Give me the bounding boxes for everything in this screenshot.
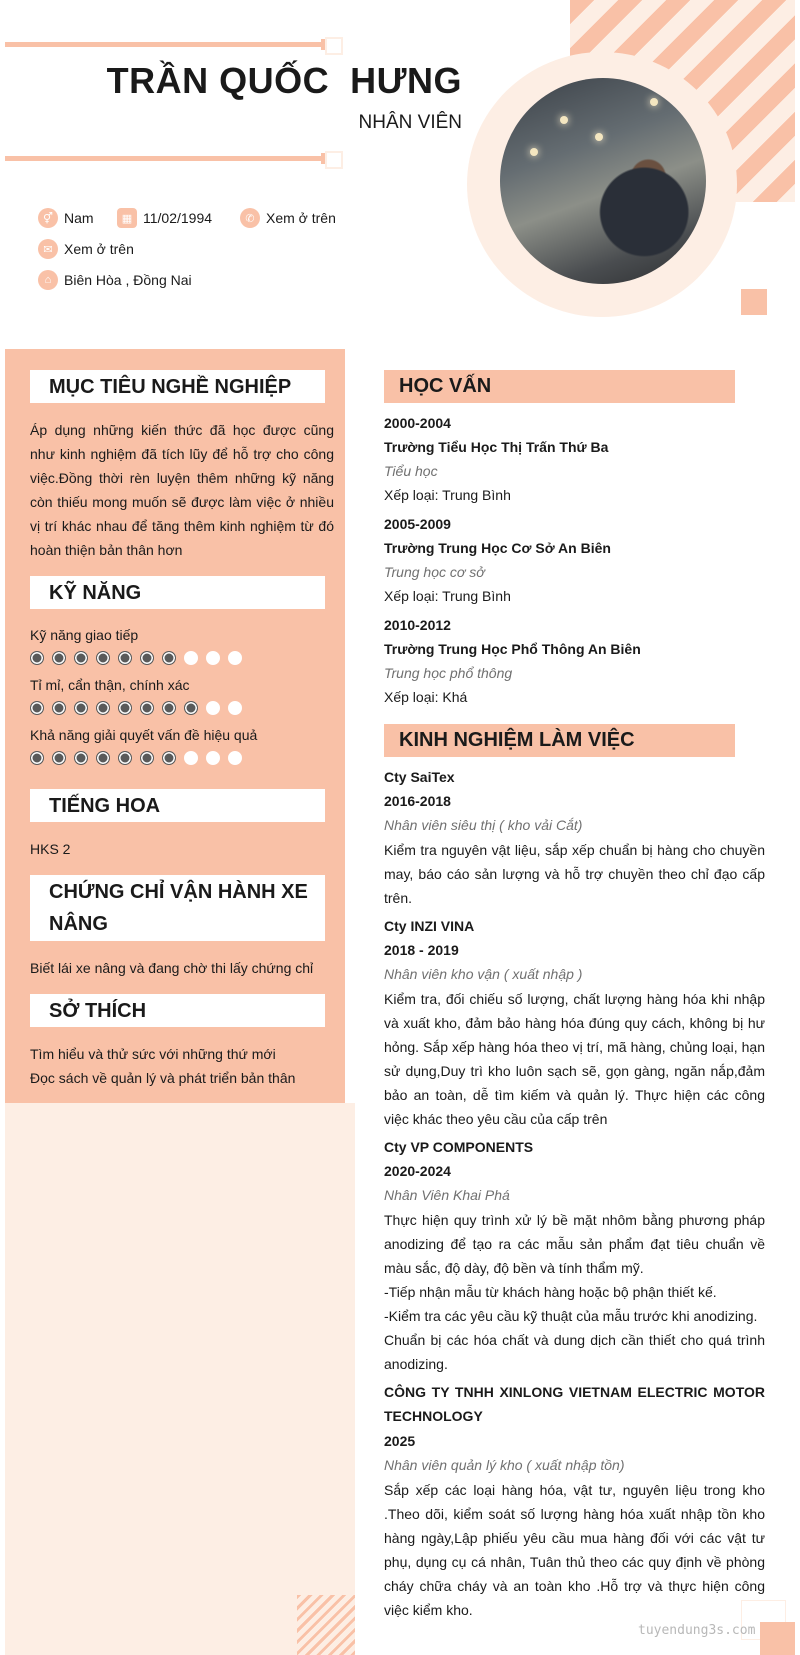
- address-text: Biên Hòa , Đồng Nai: [64, 272, 192, 288]
- experience-description: -Kiểm tra các yêu cầu kỹ thuật của mẫu trước khi anodizing.: [384, 1308, 758, 1324]
- skill-rating: [30, 701, 242, 715]
- contact-address: [38, 270, 192, 290]
- objective-heading: MỤC TIÊU NGHỀ NGHIỆP: [30, 370, 325, 403]
- rating-dot-filled: [118, 651, 132, 665]
- rating-dot-filled: [30, 651, 44, 665]
- birthday-text: 11/02/1994: [143, 210, 213, 226]
- watermark-square: [760, 1622, 795, 1655]
- hobbies-heading: SỞ THÍCH: [30, 994, 325, 1027]
- rating-dot-empty: [228, 701, 242, 715]
- experience-description: -Tiếp nhận mẫu từ khách hàng hoặc bộ phận thiết kế.: [384, 1284, 717, 1300]
- skill-rating: [30, 751, 242, 765]
- left-column-footer: [5, 1103, 355, 1655]
- watermark-text: tuyendung3s.com: [638, 1623, 756, 1638]
- rating-dot-empty: [206, 651, 220, 665]
- education-level: Trung học phổ thông: [384, 665, 513, 681]
- gender-text: Nam: [64, 210, 94, 226]
- rating-dot-filled: [52, 701, 66, 715]
- header-rule-top: [5, 42, 325, 47]
- rating-dot-filled: [184, 701, 198, 715]
- rating-dot-filled: [140, 701, 154, 715]
- experience-description: Thực hiện quy trình xử lý bề mặt nhôm bằng phương pháp anodizing để tạo ra các mẫu sản phẩm đạt tiêu chuẩn về màu sắc, độ dày, độ bền và tính thẩm mỹ.: [384, 1212, 765, 1276]
- language-heading: TIẾNG HOA: [30, 789, 325, 822]
- rating-dot-empty: [228, 751, 242, 765]
- email-text: Xem ở trên: [64, 241, 134, 257]
- candidate-name: TRẦN QUỐC HƯNG: [106, 60, 462, 101]
- skill-name: Khả năng giải quyết vấn đề hiệu quả: [30, 727, 258, 743]
- education-grade: Xếp loại: Trung Bình: [384, 487, 511, 503]
- education-years: 2010-2012: [384, 617, 451, 633]
- language-text: HKS 2: [30, 841, 71, 857]
- contact-email: [38, 239, 134, 259]
- rating-dot-filled: [52, 651, 66, 665]
- education-school: Trường Trung Học Phổ Thông An Biên: [384, 641, 641, 657]
- rating-dot-filled: [140, 751, 154, 765]
- skill-rating: [30, 651, 242, 665]
- header-rule-bottom: [5, 156, 325, 161]
- certificate-heading: [30, 875, 325, 941]
- experience-company: Cty INZI VINA: [384, 918, 475, 934]
- experience-years: 2025: [384, 1433, 416, 1449]
- experience-company: Cty SaiTex: [384, 769, 455, 785]
- skill-name: Tỉ mỉ, cẩn thận, chính xác: [30, 677, 190, 693]
- education-grade: Xếp loại: Khá: [384, 689, 468, 705]
- footer-stripe-decoration: [297, 1595, 355, 1655]
- hobby-item: Tìm hiểu và thử sức với những thứ mới: [30, 1046, 276, 1062]
- education-level: Tiểu học: [384, 463, 438, 479]
- experience-role: Nhân viên kho vận ( xuất nhập ): [384, 966, 583, 982]
- experience-description: Kiểm tra, đối chiếu số lượng, chất lượng hàng hóa khi nhập và xuất kho, đảm bảo hàng hóa đúng quy cách, không bị hư hỏng. Sắp xếp hàng hóa theo vị trí, mã hàng, chủng loại, hạn sử dụng,Duy trì kho luôn sạch sẽ, gọn gàng, ngăn nắp,đảm bảo an toàn, dễ tìm kiếm và quản lý. Thực hiện các công việc khác theo yêu cầu của cấp trên: [384, 991, 765, 1127]
- rating-dot-empty: [184, 751, 198, 765]
- contact-phone: [240, 208, 336, 228]
- gender-icon: ⚥: [38, 208, 58, 228]
- rating-dot-filled: [96, 751, 110, 765]
- rating-dot-filled: [140, 651, 154, 665]
- rating-dot-filled: [30, 701, 44, 715]
- rating-dot-filled: [162, 751, 176, 765]
- education-years: 2005-2009: [384, 516, 451, 532]
- certificate-text: Biết lái xe nâng và đang chờ thi lấy chứng chỉ: [30, 960, 314, 976]
- education-school: Trường Tiểu Học Thị Trấn Thứ Ba: [384, 439, 609, 455]
- experience-company: Cty VP COMPONENTS: [384, 1139, 534, 1155]
- objective-text: Áp dụng những kiến thức đã học được cũng như kinh nghiệm đã tích lũy để hỗ trợ cho công việc.Đồng thời rèn luyện thêm những kỹ năng còn thiếu mong muốn sẽ được làm việc ở nhiều vị trí khác nhau để tăng thêm kinh nghiệm từ đó hoàn thiện bản thân hơn: [30, 422, 334, 558]
- rating-dot-empty: [206, 751, 220, 765]
- experience-years: 2020-2024: [384, 1163, 451, 1179]
- envelope-icon: ✉: [38, 239, 58, 259]
- certificate-heading-line1: CHỨNG CHỈ VẬN HÀNH XE: [49, 881, 308, 903]
- calendar-icon: ▦: [117, 208, 137, 228]
- experience-role: Nhân Viên Khai Phá: [384, 1187, 510, 1203]
- rating-dot-filled: [74, 751, 88, 765]
- contact-gender: [38, 208, 94, 228]
- rating-dot-filled: [162, 651, 176, 665]
- certificate-heading-line2: NÂNG: [49, 913, 108, 935]
- skill-name: Kỹ năng giao tiếp: [30, 627, 139, 643]
- phone-icon: ✆: [240, 208, 260, 228]
- experience-years: 2018 - 2019: [384, 942, 459, 958]
- rating-dot-filled: [30, 751, 44, 765]
- rating-dot-filled: [96, 651, 110, 665]
- experience-role: Nhân viên siêu thị ( kho vải Cắt): [384, 817, 583, 833]
- home-icon: ⌂: [38, 270, 58, 290]
- education-heading: HỌC VẤN: [384, 370, 735, 403]
- rating-dot-filled: [162, 701, 176, 715]
- rating-dot-filled: [74, 701, 88, 715]
- rating-dot-empty: [206, 701, 220, 715]
- education-level: Trung học cơ sở: [384, 564, 485, 580]
- experience-description: Sắp xếp các loại hàng hóa, vật tư, nguyên liệu trong kho .Theo dõi, kiểm soát số lượng hàng hóa xuất nhập tồn kho hàng ngày,Lập phiếu yêu cầu mua hàng đối với các vật tư phụ, dụng cụ cá nhân, Tuân thủ theo các quy định về phòng cháy chữa cháy và an toàn kho .Hỗ trợ và thực hiện công việc kiểm kho.: [384, 1482, 765, 1618]
- rating-dot-filled: [118, 701, 132, 715]
- rating-dot-filled: [74, 651, 88, 665]
- skills-heading: KỸ NĂNG: [30, 576, 325, 609]
- contact-birthday: [117, 208, 212, 228]
- rating-dot-filled: [52, 751, 66, 765]
- education-years: 2000-2004: [384, 415, 451, 431]
- experience-heading: KINH NGHIỆM LÀM VIỆC: [384, 724, 735, 757]
- rating-dot-filled: [96, 701, 110, 715]
- education-grade: Xếp loại: Trung Bình: [384, 588, 511, 604]
- rating-dot-empty: [228, 651, 242, 665]
- experience-description: Kiểm tra nguyên vật liệu, sắp xếp chuẩn bị hàng cho chuyền may, báo cáo sản lượng và hỗ trợ chuyền theo chỉ đạo cấp trên.: [384, 842, 765, 906]
- experience-company: CÔNG TY TNHH XINLONG VIETNAM ELECTRIC MOTOR TECHNOLOGY: [384, 1384, 765, 1424]
- experience-description: Chuẩn bị các hóa chất và dung dịch cần thiết cho quá trình anodizing.: [384, 1332, 765, 1372]
- rating-dot-filled: [118, 751, 132, 765]
- hobby-item: Đọc sách về quản lý và phát triển bản thân: [30, 1070, 296, 1086]
- avatar: [500, 78, 706, 284]
- candidate-position: NHÂN VIÊN: [358, 112, 462, 133]
- education-school: Trường Trung Học Cơ Sở An Biên: [384, 540, 611, 556]
- experience-years: 2016-2018: [384, 793, 451, 809]
- decorative-square: [741, 289, 767, 315]
- experience-role: Nhân viên quản lý kho ( xuất nhập tồn): [384, 1457, 625, 1473]
- phone-text: Xem ở trên: [266, 210, 336, 226]
- rating-dot-empty: [184, 651, 198, 665]
